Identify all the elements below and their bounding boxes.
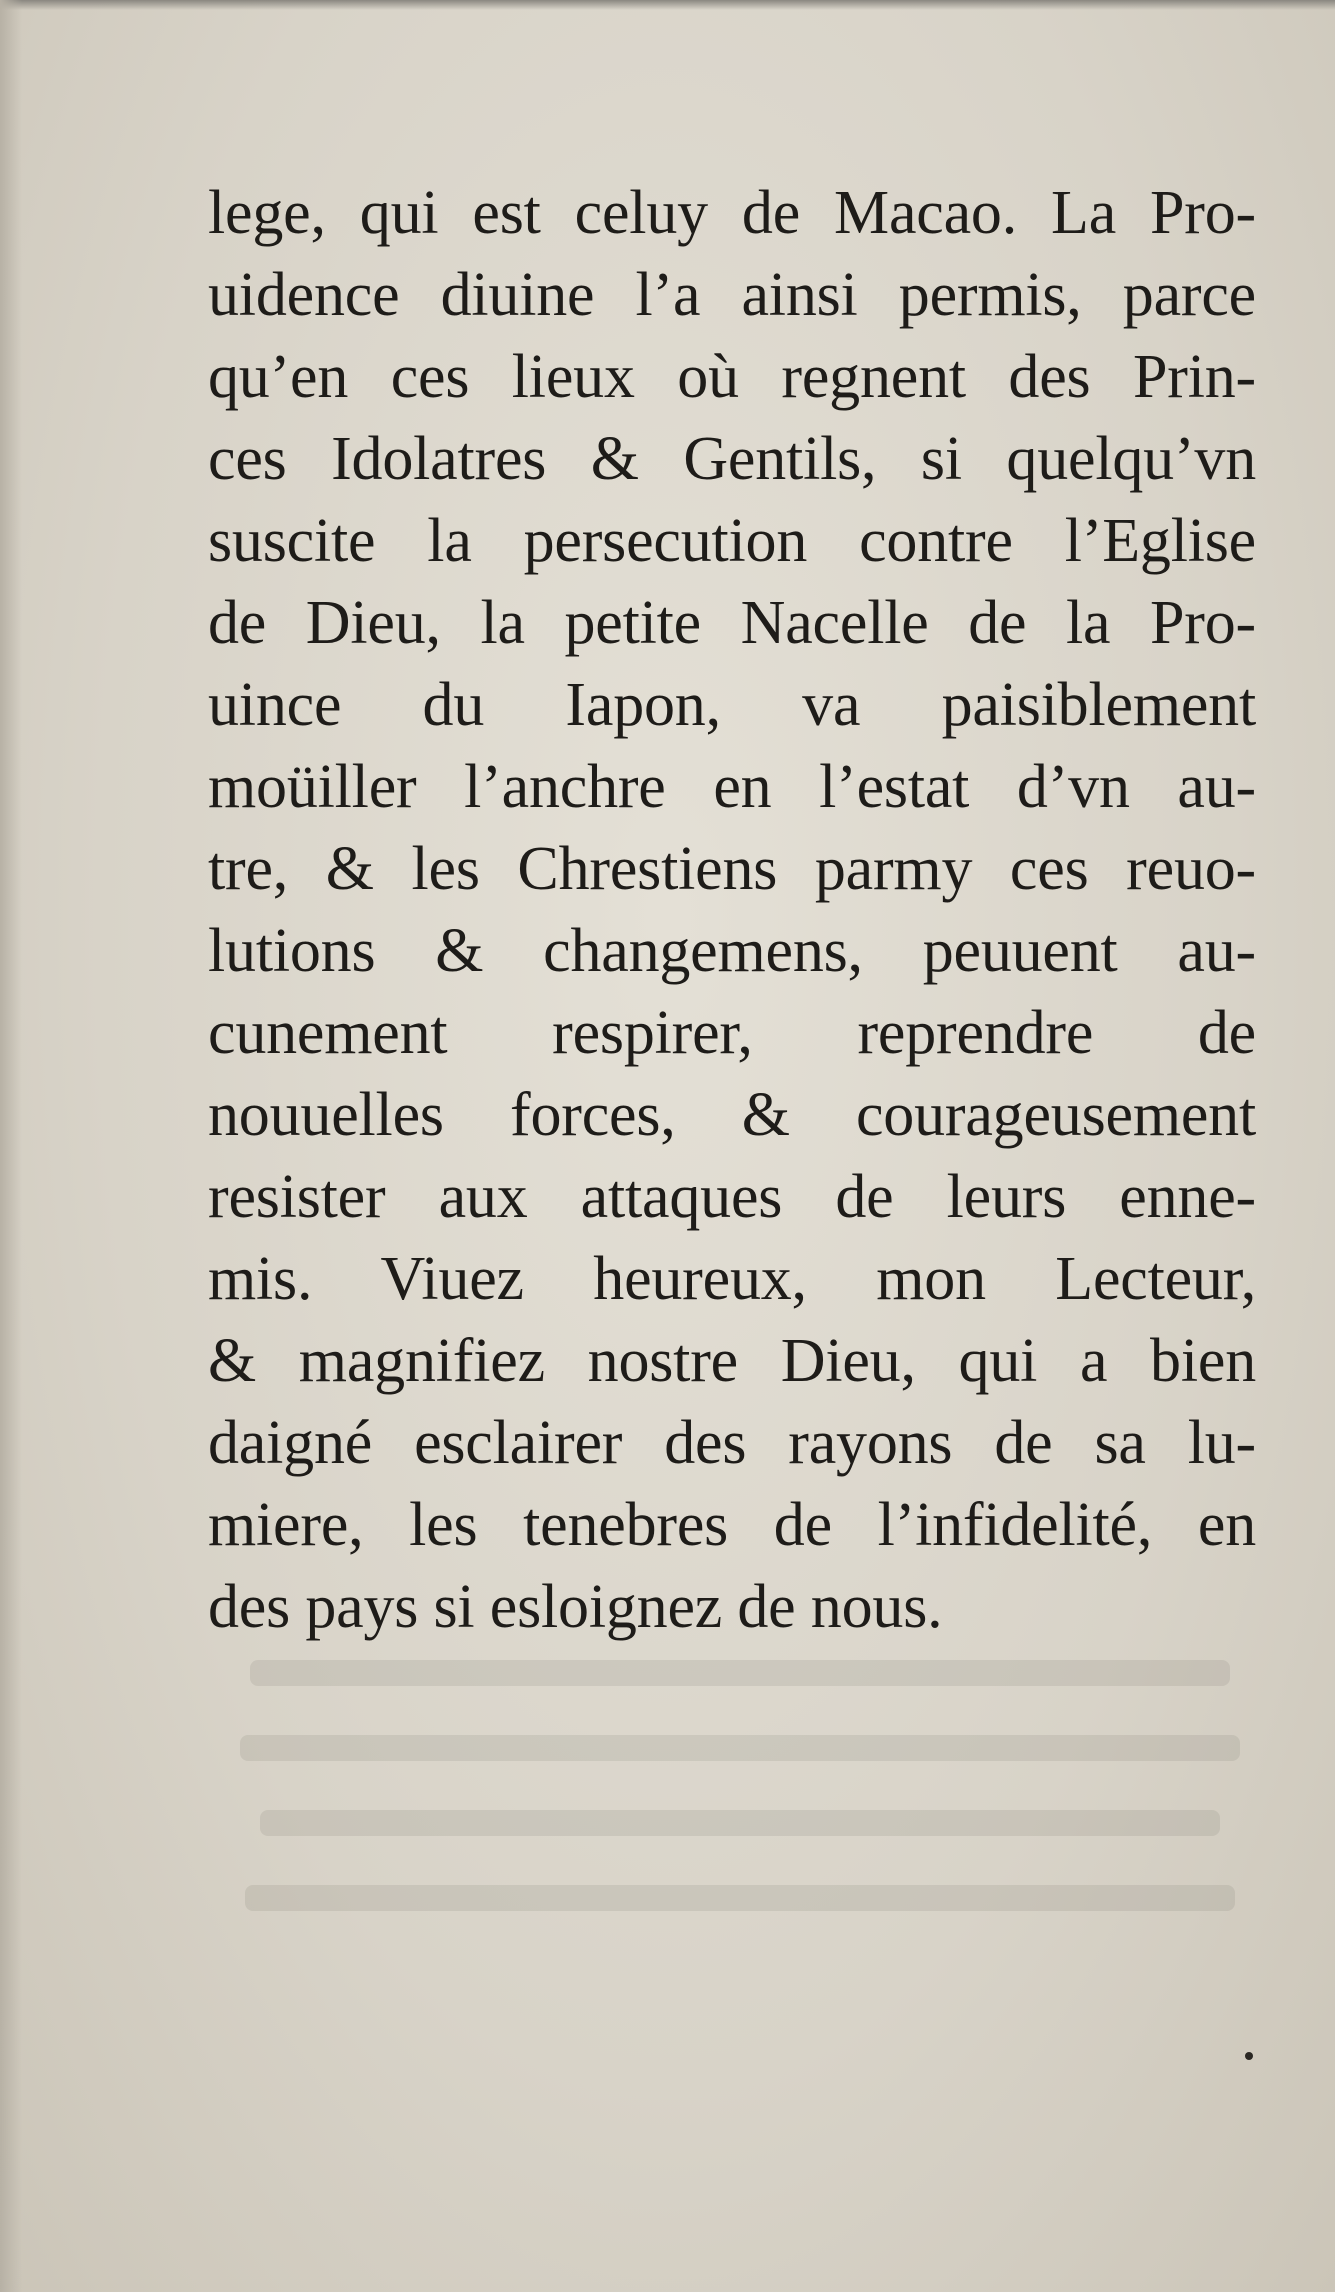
text-line-11: cunement respirer, reprendre de (208, 999, 1256, 1067)
text-line-14: mis. Viuez heureux, mon Lecteur, (208, 1245, 1256, 1313)
page-gutter-shadow (0, 0, 22, 2292)
text-line-4: ces Idolatres & Gentils, si quelqu’vn (208, 425, 1256, 493)
ink-speck (1245, 2052, 1253, 2060)
body-text (208, 172, 1256, 1648)
text-line-13: resister aux attaques de leurs enne- (208, 1163, 1256, 1231)
show-through-bleed (200, 1640, 1250, 1958)
text-line-2: uidence diuine l’a ainsi permis, parce (208, 261, 1256, 329)
text-line-7: uince du Iapon, va paisiblement (208, 671, 1256, 739)
text-line-3: qu’en ces lieux où regnent des Prin- (208, 343, 1256, 411)
text-line-16: daigné esclairer des rayons de sa lu- (208, 1409, 1256, 1477)
text-line-6: de Dieu, la petite Nacelle de la Pro- (208, 589, 1256, 657)
text-line-18: des pays si esloignez de nous. (208, 1573, 943, 1641)
text-line-12: nouuelles forces, & courageusement (208, 1081, 1256, 1149)
text-line-8: moüiller l’anchre en l’estat d’vn au- (208, 753, 1256, 821)
text-line-15: & magnifiez nostre Dieu, qui a bien (208, 1327, 1256, 1395)
page-top-edge (0, 0, 1335, 10)
bleed-texture (200, 1640, 1250, 1940)
text-line-17: miere, les tenebres de l’infidelité, en (208, 1491, 1256, 1559)
text-line-9: tre, & les Chrestiens parmy ces reuo- (208, 835, 1256, 903)
text-line-5: suscite la persecution contre l’Eglise (208, 507, 1256, 575)
text-line-1: lege, qui est celuy de Macao. La Pro- (208, 179, 1256, 247)
text-line-10: lutions & changemens, peuuent au- (208, 917, 1256, 985)
